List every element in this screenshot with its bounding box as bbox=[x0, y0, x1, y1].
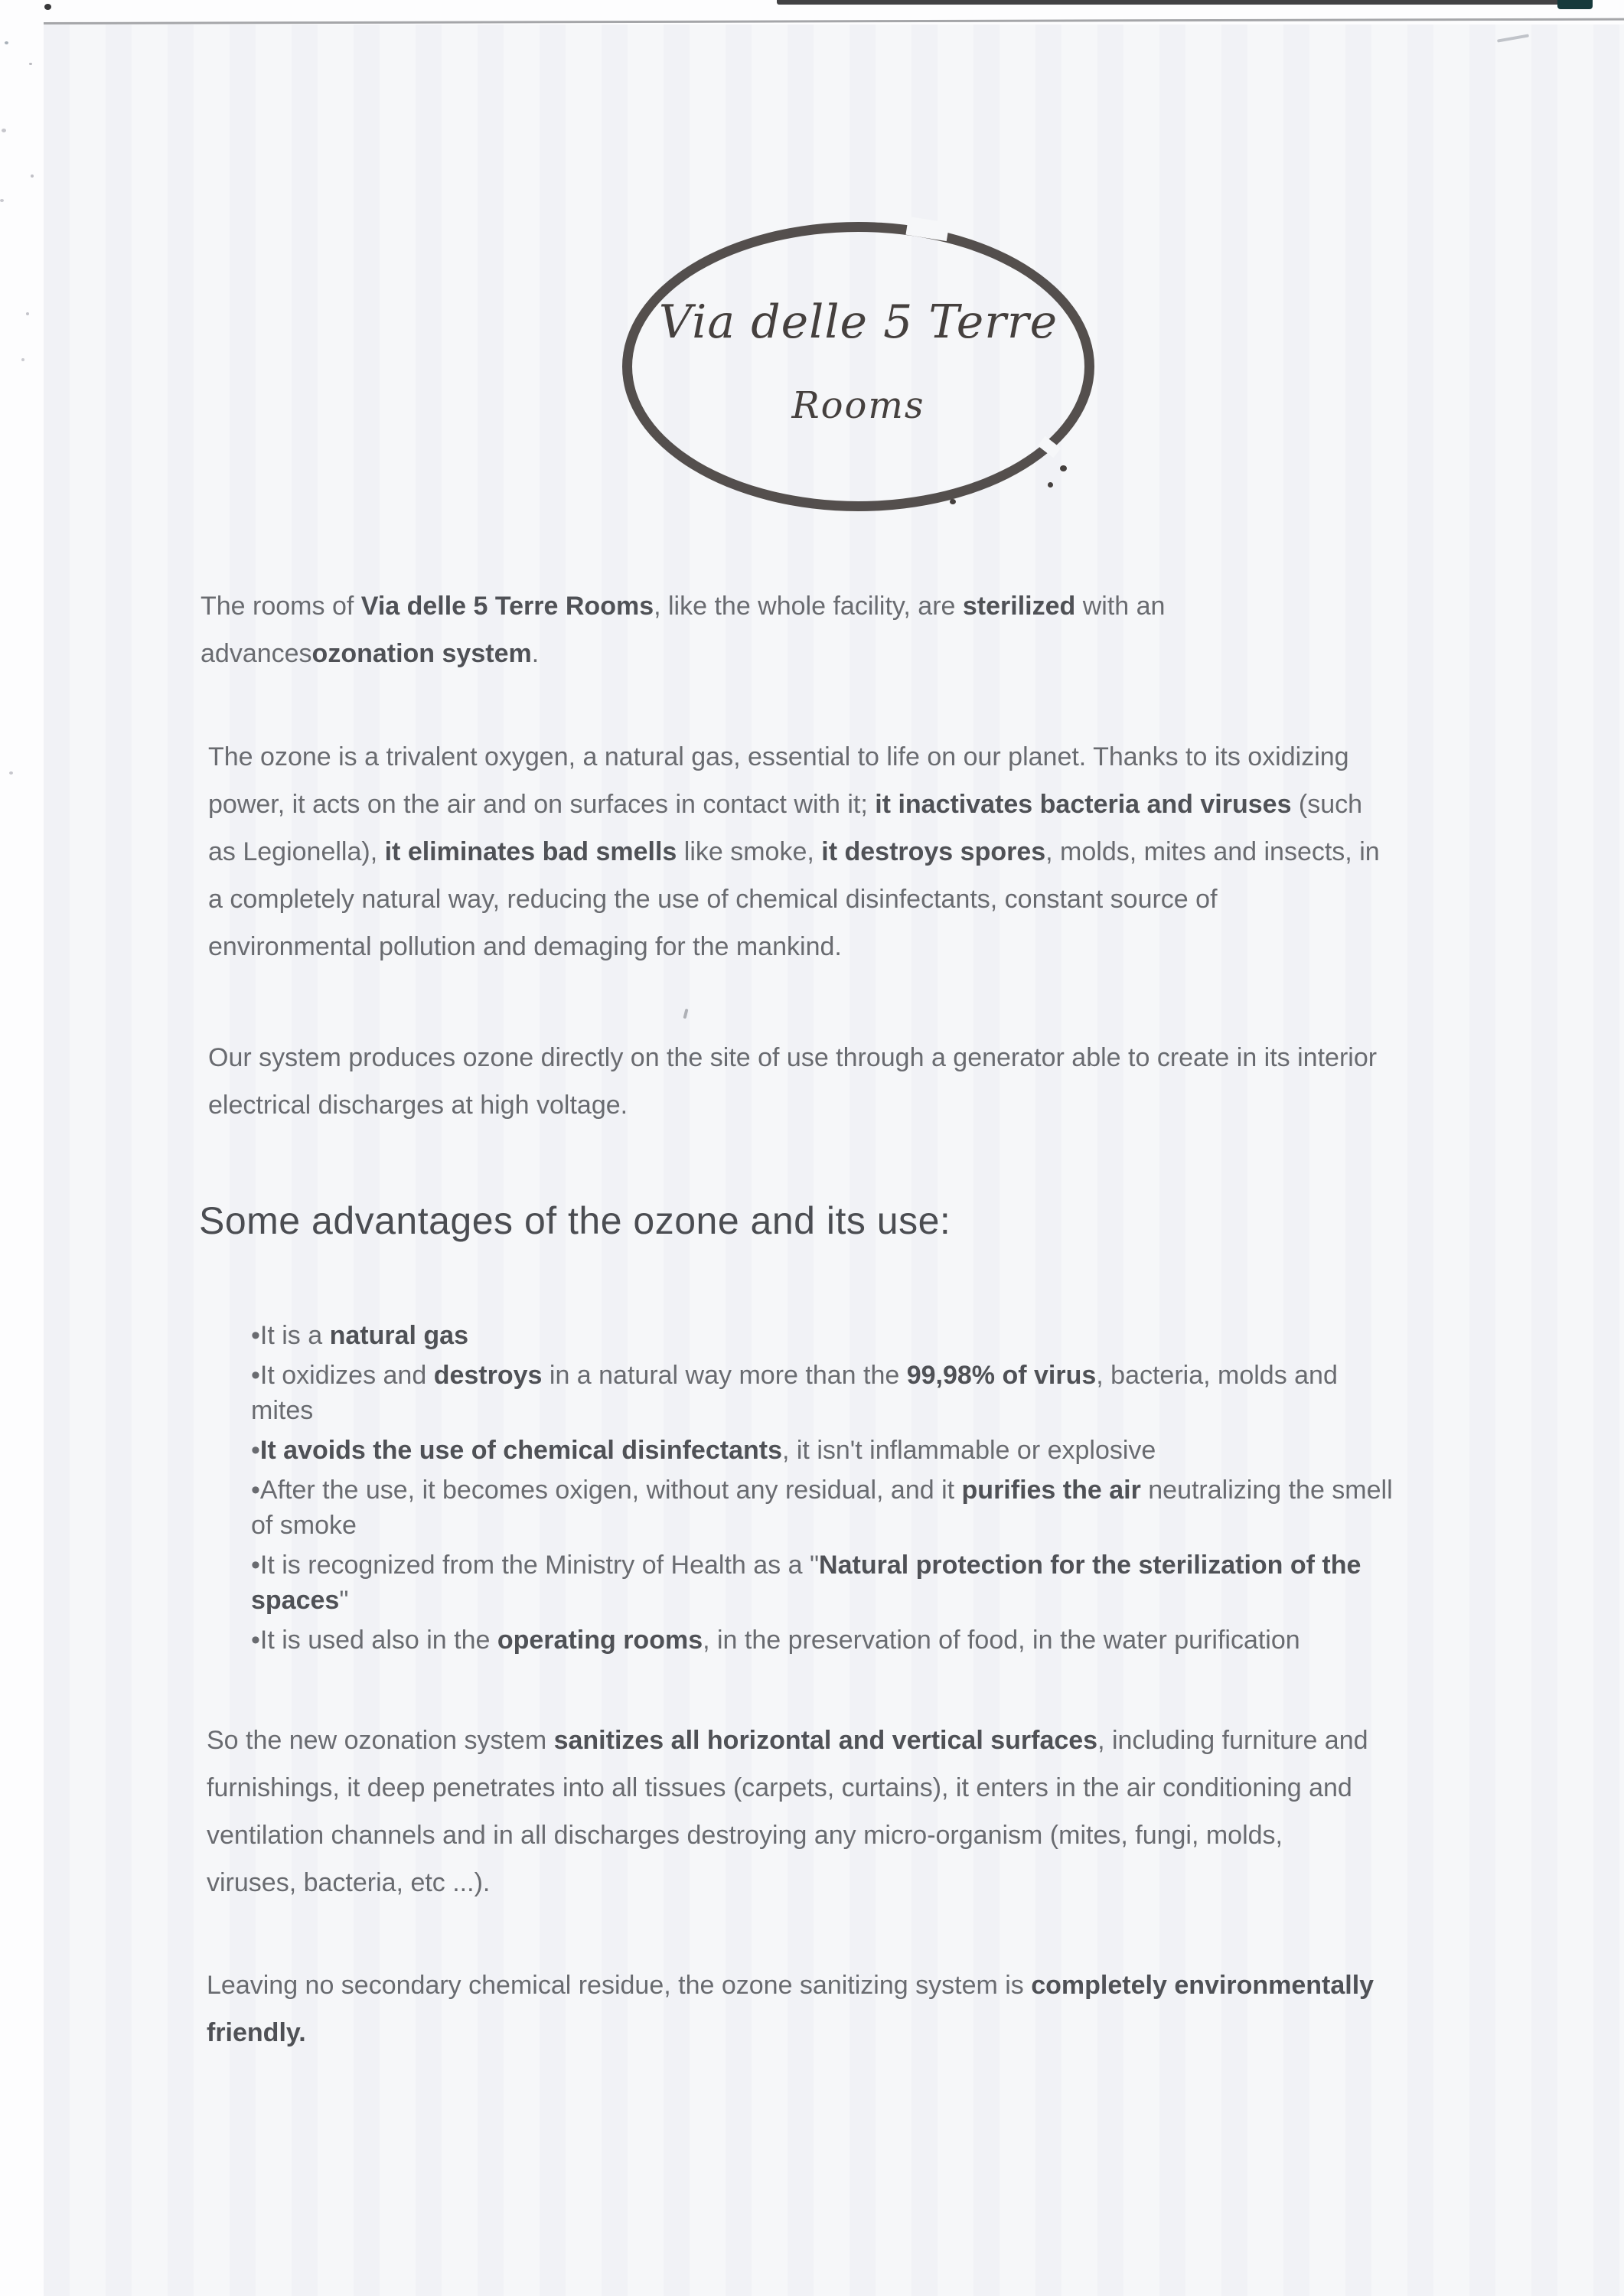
scan-speck bbox=[44, 4, 51, 10]
text-line: The ozone is a trivalent oxygen, a natural gas, essential to life on our planet. Thanks to its oxidizing bbox=[208, 742, 1349, 771]
system-paragraph bbox=[208, 1034, 1377, 1129]
logo-subtitle: Rooms bbox=[791, 384, 925, 427]
scan-speck bbox=[9, 771, 13, 775]
text-line: spaces" bbox=[251, 1586, 349, 1615]
text-line: Our system produces ozone directly on the site of use through a generator able to create in its interior bbox=[208, 1043, 1378, 1072]
text-line: So the new ozonation system sanitizes all horizontal and vertical surfaces, including furniture and bbox=[207, 1726, 1368, 1755]
page-top-edge bbox=[44, 18, 1624, 24]
text-line: electrical discharges at high voltage. bbox=[208, 1091, 628, 1120]
scan-smudge bbox=[777, 0, 1592, 5]
scan-speck bbox=[21, 358, 24, 361]
residue-paragraph bbox=[207, 1962, 1374, 2056]
list-item bbox=[251, 1358, 1393, 1428]
scan-speck bbox=[5, 41, 8, 44]
text-line: furnishings, it deep penetrates into all tissues (carpets, curtains), it enters in the air conditioning and bbox=[207, 1773, 1352, 1802]
scan-speck bbox=[29, 63, 32, 65]
text-line: •After the use, it becomes oxigen, without any residual, and it purifies the air neutralizing the smell bbox=[251, 1476, 1393, 1505]
logo-title: Via delle 5 Terre bbox=[658, 295, 1058, 349]
advantages-list bbox=[251, 1318, 1393, 1662]
scan-speck bbox=[0, 199, 4, 202]
sanitize-paragraph bbox=[207, 1717, 1368, 1906]
text-line: •It avoids the use of chemical disinfectants, it isn't inflammable or explosive bbox=[251, 1436, 1156, 1465]
list-item bbox=[251, 1433, 1393, 1468]
scan-smudge-blob bbox=[1557, 0, 1593, 9]
logo-ring-speck bbox=[1060, 465, 1067, 471]
list-item bbox=[251, 1623, 1393, 1658]
text-line: •It oxidizes and destroys in a natural way more than the 99,98% of virus, bacteria, molds and bbox=[251, 1361, 1338, 1390]
list-item bbox=[251, 1318, 1393, 1353]
text-line: •It is recognized from the Ministry of Health as a "Natural protection for the sterilization of the bbox=[251, 1551, 1361, 1580]
text-line: •It is used also in the operating rooms, in the preservation of food, in the water purification bbox=[251, 1626, 1300, 1655]
text-line: ventilation channels and in all discharges destroying any micro-organism (mites, fungi, molds, bbox=[207, 1821, 1283, 1850]
list-item bbox=[251, 1548, 1393, 1618]
scan-speck bbox=[31, 174, 34, 178]
text-line: •It is a natural gas bbox=[251, 1321, 468, 1350]
section-heading: Some advantages of the ozone and its use: bbox=[199, 1199, 951, 1242]
scan-speck bbox=[2, 129, 6, 132]
text-line: friendly. bbox=[207, 2018, 306, 2047]
text-line: advancesozonation system. bbox=[201, 639, 540, 668]
logo-oval-ring bbox=[622, 222, 1094, 511]
text-line: of smoke bbox=[251, 1511, 357, 1540]
text-line: power, it acts on the air and on surfaces in contact with it; it inactivates bacteria and viruses (such bbox=[208, 790, 1363, 819]
text-line: environmental pollution and demaging for the mankind. bbox=[208, 932, 842, 961]
text-line: The rooms of Via delle 5 Terre Rooms, like the whole facility, are sterilized with an bbox=[201, 592, 1166, 621]
list-item bbox=[251, 1473, 1393, 1543]
text-line: viruses, bacteria, etc ...). bbox=[207, 1868, 491, 1897]
logo-stamp bbox=[622, 222, 1094, 511]
text-line: a completely natural way, reducing the use of chemical disinfectants, constant source of bbox=[208, 885, 1218, 914]
logo-ring-speck bbox=[950, 499, 956, 504]
text-line: Leaving no secondary chemical residue, the ozone sanitizing system is completely environmentally bbox=[207, 1971, 1375, 2000]
text-line: as Legionella), it eliminates bad smells like smoke, it destroys spores, molds, mites and insects, in bbox=[208, 837, 1380, 866]
scan-speck bbox=[26, 312, 29, 315]
intro-paragraph bbox=[201, 582, 1165, 677]
text-line: mites bbox=[251, 1396, 314, 1425]
ozone-description-paragraph bbox=[208, 733, 1380, 970]
logo-ring-speck bbox=[1048, 482, 1053, 488]
